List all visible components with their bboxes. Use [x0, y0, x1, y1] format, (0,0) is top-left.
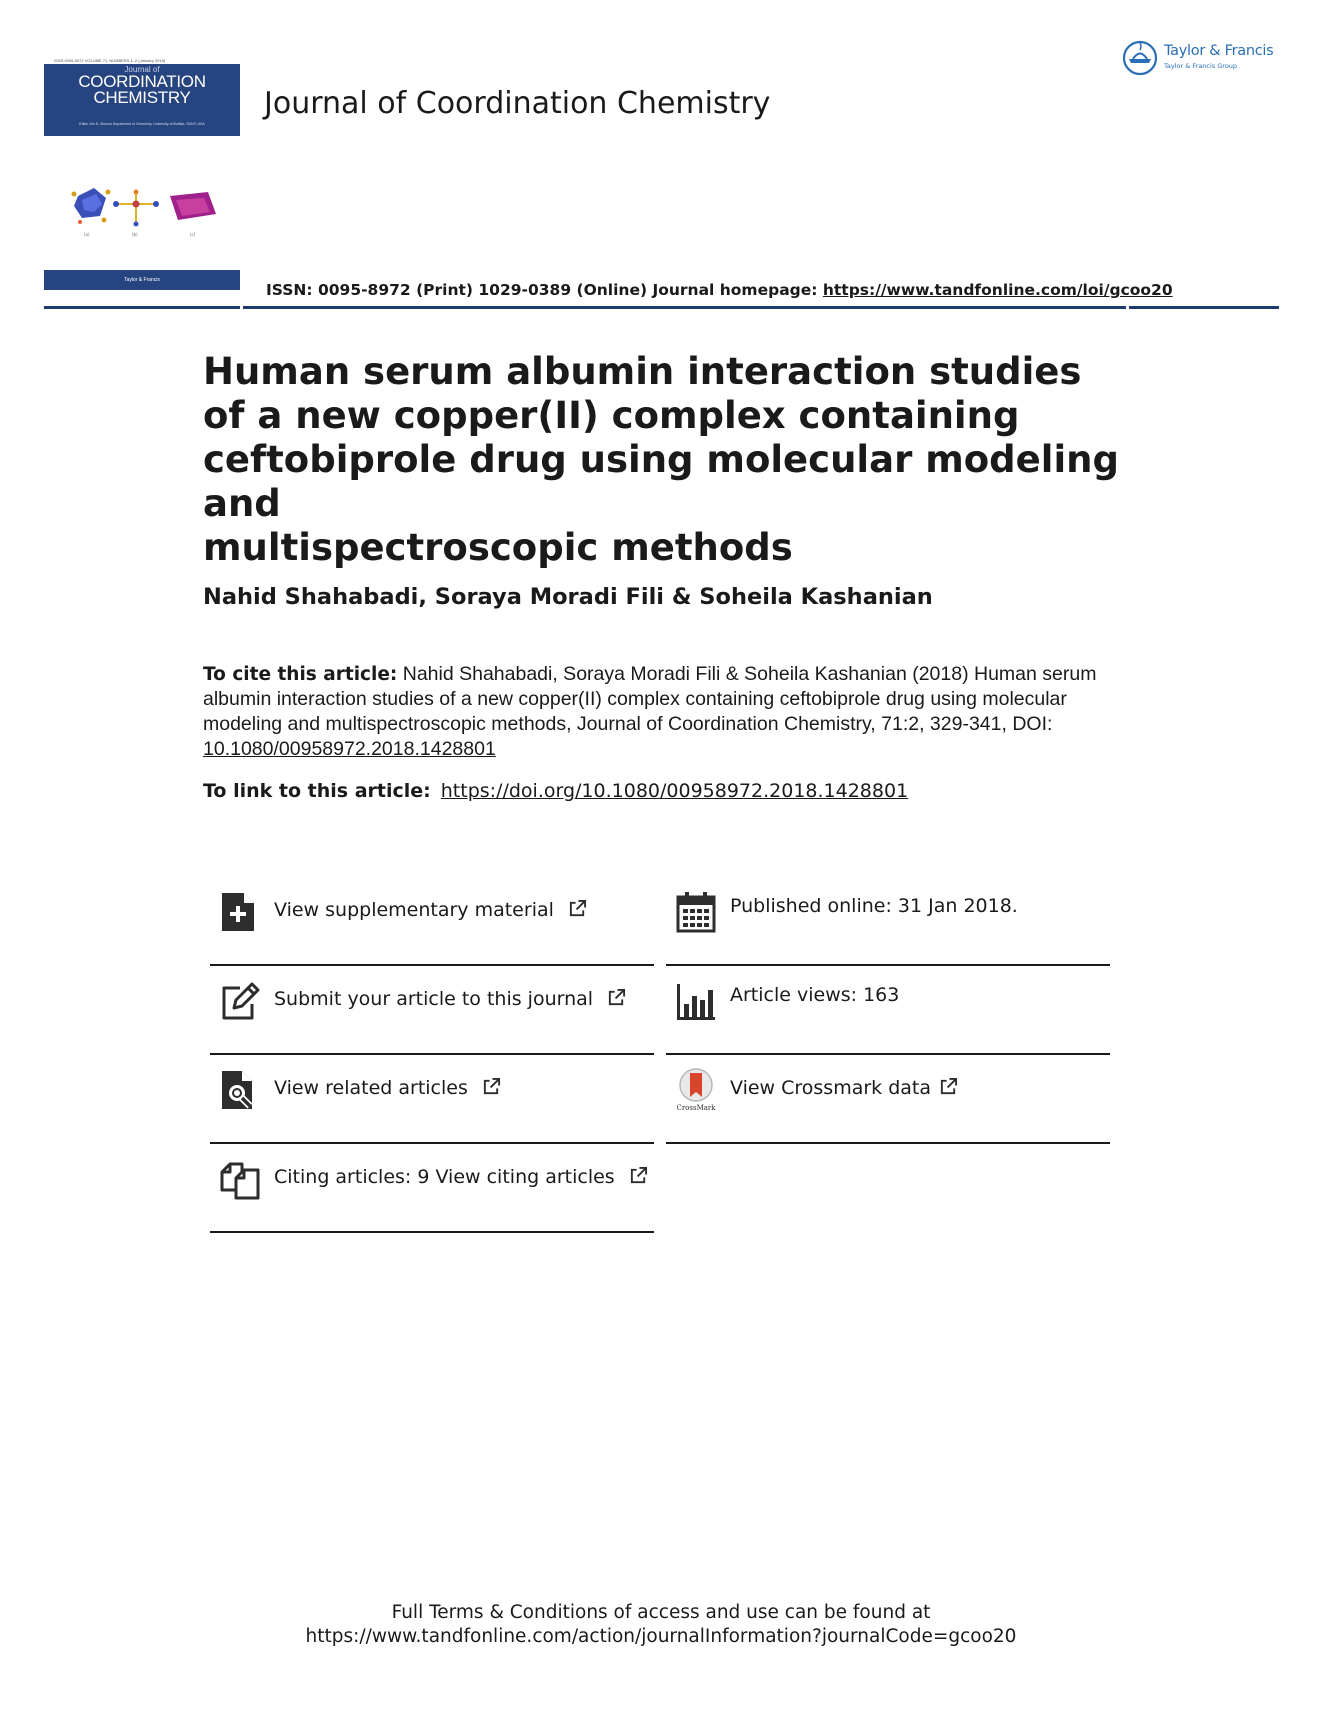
terms-footer [0, 1601, 1322, 1649]
row-divider [210, 1231, 654, 1233]
article-title-line: Human serum albumin interaction studies [203, 350, 1082, 393]
document-plus-icon [220, 891, 260, 933]
bar-chart-icon [676, 980, 716, 1022]
submit-article-link[interactable]: Submit your article to this journal [274, 988, 594, 1010]
external-link-icon [482, 1077, 501, 1096]
cover-title-line-1: COORDINATION [78, 72, 206, 91]
external-link-icon [939, 1077, 958, 1096]
header-divider [243, 306, 1126, 309]
crossmark-link[interactable]: View Crossmark data [730, 1077, 932, 1099]
crossmark-row[interactable] [666, 1055, 1110, 1144]
cover-title-band [44, 58, 240, 136]
published-online-date: Published online: 31 Jan 2018. [730, 895, 1018, 917]
article-authors: Nahid Shahabadi, Soraya Moradi Fili & Soheila Kashanian [203, 584, 933, 610]
citing-articles-row[interactable] [210, 1144, 654, 1233]
cover-editor-line: Editor Jim D. Atwood Department of Chemistry, University at Buffalo, SUNY, USA [79, 122, 205, 126]
cover-publisher-band: Taylor & Francis [44, 270, 240, 290]
cover-journal-of: Journal of [124, 65, 160, 74]
journal-homepage-link[interactable]: https://www.tandfonline.com/loi/gcoo20 [822, 281, 1173, 299]
taylor-francis-logo[interactable] [1122, 40, 1282, 76]
article-views-count: Article views: 163 [730, 984, 900, 1006]
citation-text: Nahid Shahabadi, Soraya Moradi Fili & Soheila Kashanian (2018) Human serum albumin interaction studies of a new copper(II) complex containing ceftobiprole drug using molecular modeling and multispectroscopic methods, Journal of Coordination Chemistry, 71:2, 329-341, DOI: [203, 663, 1097, 735]
crossmark-logo-text: CrossMark [676, 1104, 716, 1111]
external-link-icon [629, 1166, 648, 1185]
doi-link[interactable]: 10.1080/00958972.2018.1428801 [203, 738, 496, 760]
edit-pencil-icon [220, 980, 260, 1022]
crossmark-icon [676, 1067, 716, 1111]
article-doi-url[interactable]: https://doi.org/10.1080/00958972.2018.1428801 [440, 780, 909, 802]
publisher-name: Taylor & Francis [1164, 43, 1274, 59]
copy-documents-icon [220, 1158, 260, 1200]
header-divider [44, 306, 240, 309]
supplementary-material-row[interactable] [210, 877, 654, 966]
external-link-icon [568, 899, 587, 918]
cite-label: To cite this article: [203, 664, 398, 685]
calendar-icon [676, 891, 716, 933]
article-views-row [666, 966, 1110, 1055]
published-online-row [666, 877, 1110, 966]
article-title-line: of a new copper(II) complex containing [203, 394, 1020, 437]
journal-title[interactable]: Journal of Coordination Chemistry [264, 86, 771, 121]
citing-articles-link[interactable]: Citing articles: 9 View citing articles [274, 1166, 615, 1188]
header-divider [1129, 306, 1279, 309]
article-title-line: ceftobiprole drug using molecular modeling and [203, 438, 1119, 525]
cover-molecule-illustration [70, 178, 220, 238]
article-title-line: multispectroscopic methods [203, 526, 793, 569]
citation-block [203, 662, 1123, 762]
link-label: To link to this article: [203, 780, 431, 802]
svg-text:(a): (a) [84, 232, 90, 237]
terms-url[interactable]: https://www.tandfonline.com/action/journalInformation?journalCode=gcoo20 [305, 1626, 1017, 1647]
submit-article-row[interactable] [210, 966, 654, 1055]
document-search-icon [220, 1069, 260, 1111]
terms-text: Full Terms & Conditions of access and use can be found at [391, 1602, 931, 1623]
cover-issue-line: ISSN 0095-8972 VOLUME 71, NUMBERS 1–2 (January 2018) [44, 58, 240, 64]
publisher-group: Taylor & Francis Group [1164, 62, 1238, 70]
cover-title-line-2: CHEMISTRY [93, 88, 191, 107]
related-articles-row[interactable] [210, 1055, 654, 1144]
row-divider [666, 1142, 1110, 1144]
issn-text: ISSN: 0095-8972 (Print) 1029-0389 (Online) Journal homepage: [266, 281, 823, 299]
article-title [203, 350, 1143, 570]
svg-text:(b): (b) [132, 232, 138, 237]
related-articles-link[interactable]: View related articles [274, 1077, 468, 1099]
external-link-icon [607, 988, 626, 1007]
journal-cover-thumbnail[interactable] [44, 58, 240, 290]
svg-text:(c): (c) [190, 232, 196, 237]
article-link-line [203, 780, 908, 802]
taylor-francis-lamp-icon [1122, 40, 1158, 76]
issn-line [266, 281, 1173, 299]
supplementary-material-link[interactable]: View supplementary material [274, 899, 554, 921]
